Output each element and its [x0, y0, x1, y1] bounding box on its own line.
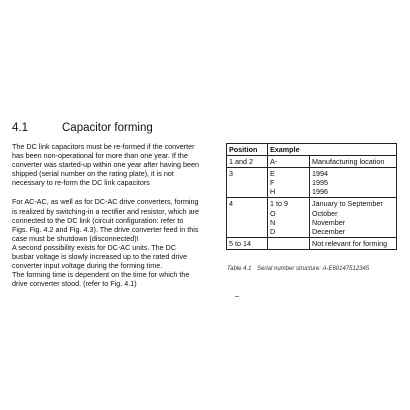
- cell-line: N: [270, 217, 276, 227]
- cell-line: Not relevant for forming: [312, 238, 388, 248]
- section-number: 4.1: [12, 122, 28, 134]
- cell-line: January to September: [312, 199, 383, 209]
- cell-line: 1995: [312, 178, 328, 188]
- cell-line: H: [270, 187, 276, 197]
- cell-line: 1 to 9: [270, 199, 288, 209]
- cell-position: 5 to 14: [227, 237, 268, 249]
- text-line: necessary to re-form the DC link capacitors: [12, 178, 150, 188]
- cell-meaning: [310, 168, 397, 198]
- cell-example: [268, 237, 310, 249]
- cell-position: 3: [227, 168, 268, 198]
- cell-line: November: [312, 217, 346, 227]
- text-line: For AC-AC, as well as for DC-AC drive converters, forming: [12, 197, 199, 207]
- header-position: Position: [227, 144, 268, 156]
- caption-text: Serial number structure: A-E60147512345: [257, 266, 370, 272]
- cell-line: F: [270, 178, 275, 188]
- cell-line: October: [312, 208, 338, 218]
- text-line: case must be shutdown (disconnected)!: [12, 233, 139, 243]
- table-row: [227, 198, 397, 237]
- cell-meaning: [310, 198, 397, 237]
- text-line: is realized by switching-in a rectifier and resistor, which are: [12, 206, 199, 216]
- cell-line: December: [312, 226, 346, 236]
- cell-line: Manufacturing location: [312, 157, 385, 167]
- text-line: drive converter stood. (refer to Fig. 4.1): [12, 279, 137, 289]
- text-line: Figs. Fig. 4.2 and Fig. 4.3). The drive converter feed in this: [12, 224, 199, 234]
- paragraph-intro: [12, 142, 218, 187]
- text-line: busbar voltage is slowly increased up to the rated drive: [12, 252, 187, 262]
- page-mark: [235, 296, 239, 297]
- table-row: [227, 237, 397, 249]
- cell-line: 1996: [312, 187, 328, 197]
- text-line: A second possibility exists for DC-AC units. The DC: [12, 242, 177, 252]
- cell-example: [268, 198, 310, 237]
- text-line: has been non-operational for more than one year. If the: [12, 151, 188, 161]
- text-line: converter was started-up within one year after having been: [12, 160, 199, 170]
- cell-line: E: [270, 169, 275, 179]
- cell-position: 4: [227, 198, 268, 237]
- table-row: [227, 168, 397, 198]
- cell-meaning: [310, 237, 397, 249]
- text-line: The forming time is dependent on the time for which the: [12, 270, 190, 280]
- cell-line: 1994: [312, 169, 328, 179]
- section-title: Capacitor forming: [62, 122, 153, 134]
- section-heading: [12, 121, 312, 135]
- paragraph-procedure: [12, 197, 218, 288]
- cell-meaning: [310, 156, 397, 168]
- cell-example: [268, 168, 310, 198]
- cell-line: A-: [270, 157, 278, 167]
- caption-number: Table 4.1: [227, 266, 252, 272]
- text-line: shipped (serial number on the rating plate), it is not: [12, 169, 174, 179]
- text-line: converter input voltage during the forming time.: [12, 261, 163, 271]
- cell-position: 1 and 2: [227, 156, 268, 168]
- cell-example: [268, 156, 310, 168]
- table-header-row: [227, 144, 397, 156]
- cell-line: O: [270, 208, 276, 218]
- header-blank: [310, 144, 397, 156]
- text-line: connected to the DC link (circuit configuration: refer to: [12, 215, 184, 225]
- serial-number-table: [226, 143, 397, 250]
- cell-line: D: [270, 226, 276, 236]
- header-example: Example: [268, 144, 310, 156]
- text-line: The DC link capacitors must be re-formed if the converter: [12, 142, 195, 151]
- table-row: [227, 156, 397, 168]
- body-text: [12, 142, 218, 288]
- table-caption: [227, 266, 407, 272]
